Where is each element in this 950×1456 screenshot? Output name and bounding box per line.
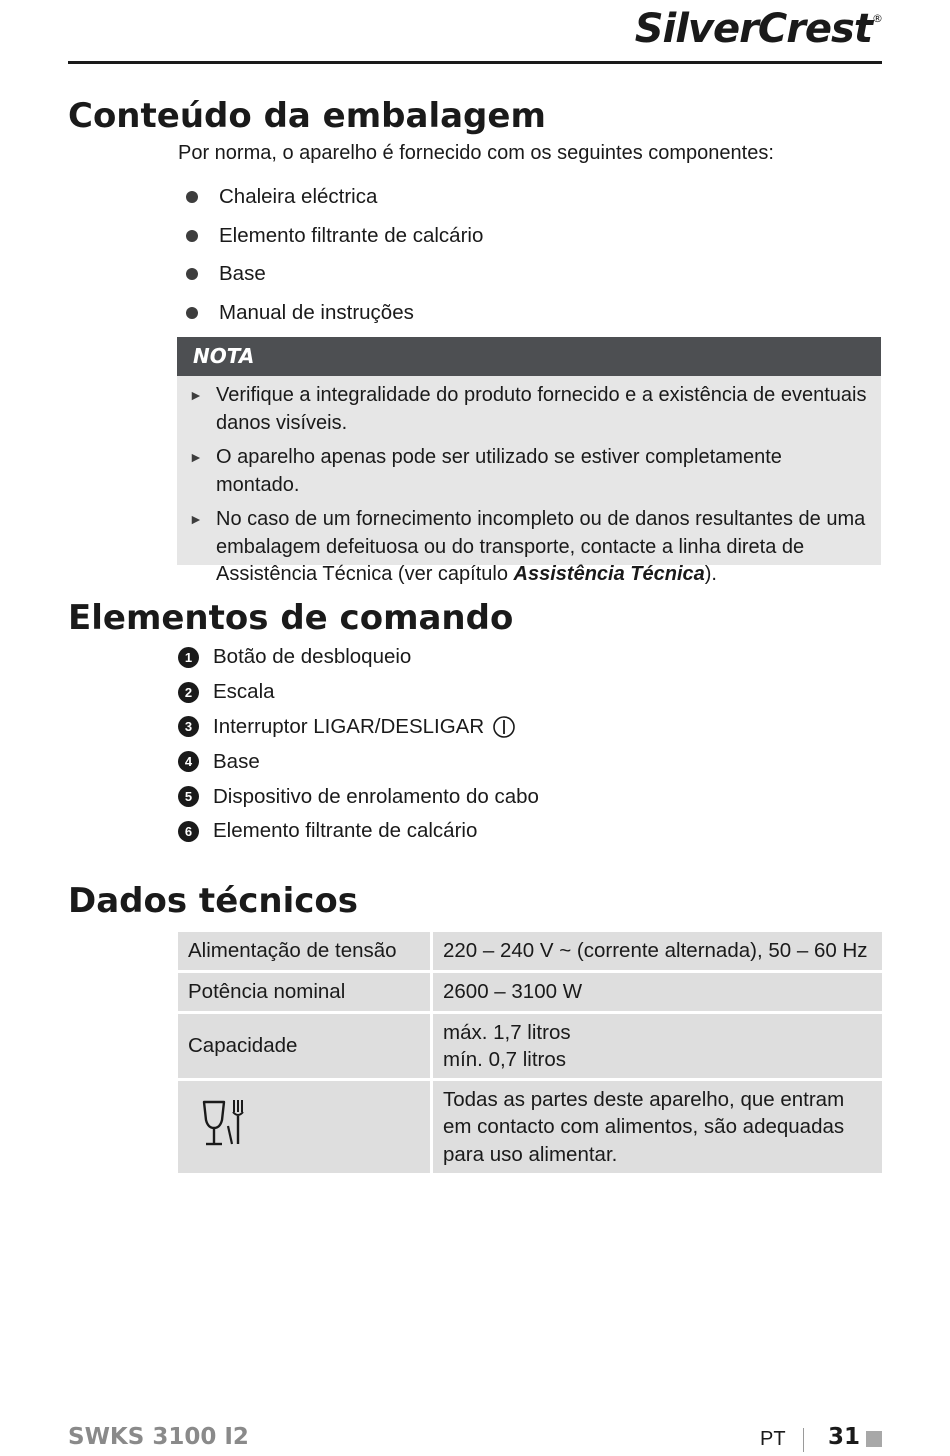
- list-item: 4 Base: [178, 744, 539, 779]
- bullet-icon: [186, 268, 198, 280]
- table-cell-value: Todas as partes deste aparelho, que entram em contacto com alimentos, são adequadas para uso alimentar.: [433, 1081, 882, 1176]
- note-item: ► O aparelho apenas pode ser utilizado se estiver completamente montado.: [189, 444, 867, 499]
- note-box: [177, 337, 881, 585]
- arrow-right-icon: ►: [189, 387, 203, 403]
- arrow-right-icon: ►: [189, 511, 203, 527]
- list-item: 6 Elemento filtrante de calcário: [178, 814, 539, 849]
- table-cell-value: máx. 1,7 litros mín. 0,7 litros: [433, 1014, 882, 1081]
- list-item: Manual de instruções: [178, 294, 483, 333]
- note-title: NOTA: [177, 337, 881, 376]
- language-code: PT: [760, 1428, 786, 1450]
- food-safe-icon: [198, 1096, 248, 1150]
- model-number: SWKS 3100 I2: [68, 1424, 249, 1450]
- number-badge: 3: [178, 716, 199, 737]
- footer-divider: [803, 1428, 804, 1452]
- number-badge: 4: [178, 751, 199, 772]
- table-row: [178, 1081, 882, 1176]
- arrow-right-icon: ►: [189, 449, 203, 465]
- bullet-icon: [186, 230, 198, 242]
- controls-heading: Elementos de comando: [68, 598, 514, 638]
- page-number: 31: [828, 1424, 861, 1450]
- number-badge: 2: [178, 682, 199, 703]
- table-row: [178, 932, 882, 973]
- table-row: [178, 1014, 882, 1081]
- package-intro: Por norma, o aparelho é fornecido com os seguintes componentes:: [178, 142, 774, 164]
- note-item: ► Verifique a integralidade do produto fornecido e a existência de eventuais danos visíveis.: [189, 382, 867, 437]
- package-list: [178, 178, 483, 332]
- chapter-reference: Assistência Técnica: [513, 563, 705, 585]
- list-item: 2 Escala: [178, 675, 539, 710]
- list-item: Elemento filtrante de calcário: [178, 217, 483, 256]
- note-list: [177, 376, 881, 589]
- brand-logo: SilverCrest®: [634, 6, 882, 52]
- number-badge: 6: [178, 821, 199, 842]
- table-cell-label: Alimentação de tensão: [178, 932, 433, 973]
- list-item: Base: [178, 255, 483, 294]
- list-item: 1 Botão de desbloqueio: [178, 640, 539, 675]
- number-badge: 1: [178, 647, 199, 668]
- bullet-icon: [186, 307, 198, 319]
- controls-list: [178, 640, 539, 849]
- table-cell-value: 220 – 240 V ~ (corrente alternada), 50 – 60 Hz: [433, 932, 882, 973]
- technical-data-table: [178, 932, 882, 1176]
- technical-data-heading: Dados técnicos: [68, 881, 359, 921]
- list-item: 5 Dispositivo de enrolamento do cabo: [178, 779, 539, 814]
- bullet-icon: [186, 191, 198, 203]
- power-switch-icon: [492, 715, 516, 739]
- table-cell-label: Potência nominal: [178, 973, 433, 1014]
- table-cell-value: 2600 – 3100 W: [433, 973, 882, 1014]
- list-item: Chaleira eléctrica: [178, 178, 483, 217]
- number-badge: 5: [178, 786, 199, 807]
- table-row: [178, 973, 882, 1014]
- note-item: ► No caso de um fornecimento incompleto ou de danos resultantes de uma embalagem defeituosa ou do transporte, contacte a linha direta de Assistência Técnica (ver capítulo Assistência Técnica).: [189, 506, 867, 589]
- list-item: 3 Interruptor LIGAR/DESLIGAR: [178, 710, 539, 745]
- table-cell-label: Capacidade: [178, 1014, 433, 1081]
- table-cell-label: [178, 1081, 433, 1176]
- package-contents-heading: Conteúdo da embalagem: [68, 96, 546, 136]
- header-rule: [68, 61, 882, 64]
- footer-marker: [866, 1431, 882, 1447]
